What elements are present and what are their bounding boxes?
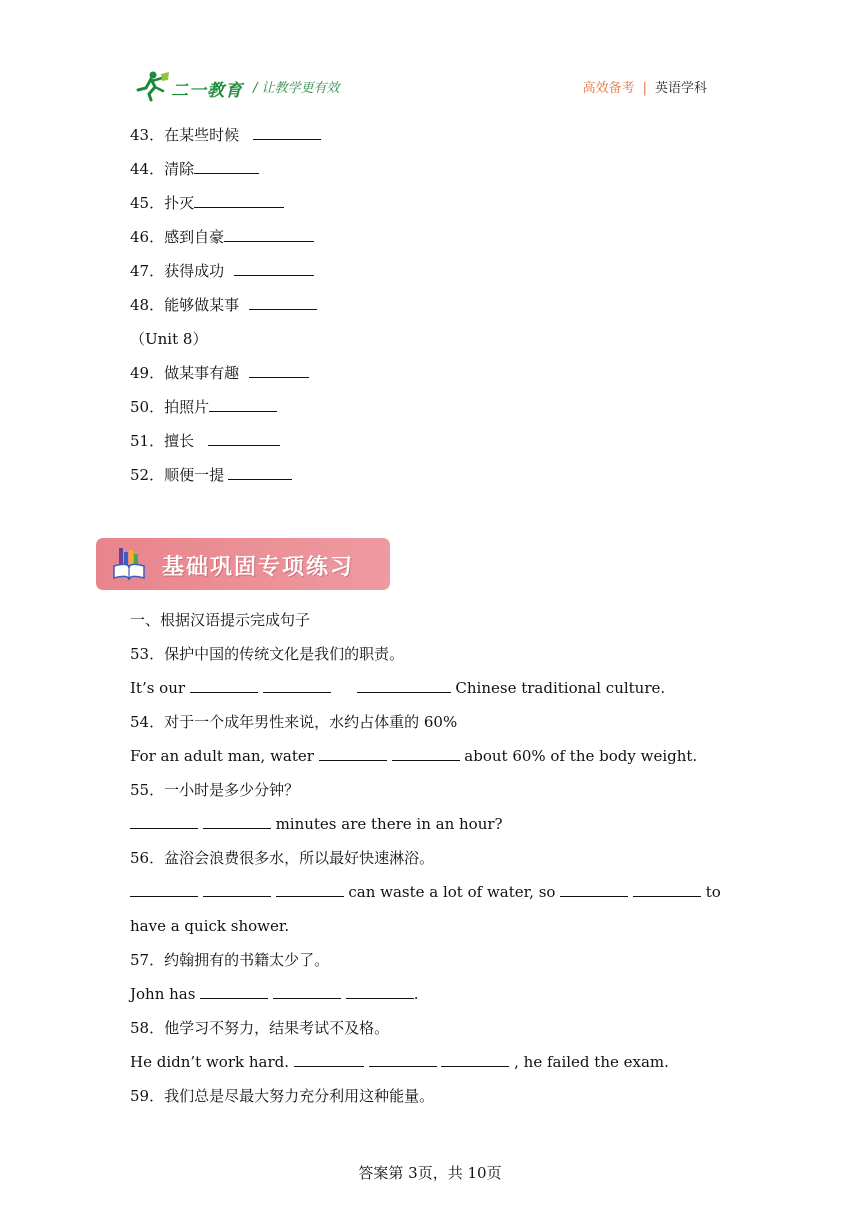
vocab-item-44 (130, 159, 259, 179)
header-slogan: / 让教学更有效 (253, 81, 340, 96)
item-text: 感到自豪 (164, 228, 225, 246)
item-number: 44． (130, 160, 165, 178)
header-label-subject: 英语学科 (654, 81, 707, 96)
answer-blank[interactable] (294, 1052, 364, 1067)
vocab-item-47 (130, 261, 314, 281)
vocab-item-43 (130, 125, 321, 145)
exercise-heading: 一、根据汉语提示完成句子 (130, 611, 311, 629)
vocab-item-48 (130, 295, 317, 315)
sentence-text: John has (130, 985, 196, 1003)
item-text: 扑灭 (164, 194, 195, 212)
vocab-item-46 (130, 227, 314, 247)
sentence-text: about 60% of the body weight. (464, 747, 698, 765)
answer-blank[interactable] (392, 746, 460, 761)
item-number: 45． (130, 194, 165, 212)
answer-blank[interactable] (130, 882, 198, 897)
question-57-sentence (130, 984, 419, 1004)
sentence-text: It’s our (130, 679, 186, 697)
item-text: 获得成功 (164, 262, 225, 280)
answer-blank[interactable] (249, 363, 309, 378)
question-58-prompt: 58．他学习不努力，结果考试不及格。 (130, 1019, 390, 1037)
sentence-text: minutes are there in an hour? (275, 815, 503, 833)
answer-blank[interactable] (194, 193, 284, 208)
answer-blank[interactable] (273, 984, 341, 999)
question-56-sentence (130, 882, 721, 902)
question-56-prompt: 56．盆浴会浪费很多水，所以最好快速淋浴。 (130, 849, 435, 867)
answer-blank[interactable] (130, 814, 198, 829)
header-separator: | (642, 81, 647, 96)
answer-blank[interactable] (249, 295, 317, 310)
question-56-sentence-cont: have a quick shower. (130, 917, 290, 935)
answer-blank[interactable] (224, 227, 314, 242)
unit-label: （Unit 8） (130, 330, 208, 348)
answer-blank[interactable] (194, 159, 259, 174)
answer-blank[interactable] (234, 261, 314, 276)
question-59-prompt: 59．我们总是尽最大努力充分利用这种能量。 (130, 1087, 435, 1105)
answer-blank[interactable] (346, 984, 414, 999)
answer-blank[interactable] (263, 678, 331, 693)
question-53-sentence (130, 678, 665, 698)
vocab-item-52 (130, 465, 292, 485)
page-header (135, 68, 715, 104)
question-58-sentence (130, 1052, 669, 1072)
sentence-text: , he failed the exam. (514, 1053, 669, 1071)
answer-blank[interactable] (369, 1052, 437, 1067)
item-number: 48． (130, 296, 165, 314)
item-number: 50． (130, 398, 165, 416)
question-57-prompt: 57．约翰拥有的书籍太少了。 (130, 951, 330, 969)
answer-blank[interactable] (190, 678, 258, 693)
item-text: 做某事有趣 (164, 364, 240, 382)
item-text: 在某些时候 (164, 126, 240, 144)
answer-blank[interactable] (560, 882, 628, 897)
item-text: 清除 (164, 160, 195, 178)
item-number: 47． (130, 262, 165, 280)
sentence-text: Chinese traditional culture. (455, 679, 666, 697)
question-55-prompt: 55．一小时是多少分钟？ (130, 781, 300, 799)
vocab-item-50 (130, 397, 277, 417)
runner-icon (135, 70, 171, 102)
answer-blank[interactable] (209, 397, 277, 412)
item-text: 顺便一提 (164, 466, 225, 484)
item-number: 49． (130, 364, 165, 382)
answer-blank[interactable] (319, 746, 387, 761)
sentence-text: For an adult man, water (130, 747, 314, 765)
answer-blank[interactable] (208, 431, 280, 446)
section-banner (96, 538, 390, 590)
answer-blank[interactable] (200, 984, 268, 999)
logo-text: 二一教育 (171, 81, 243, 101)
item-number: 46． (130, 228, 165, 246)
question-55-sentence (130, 814, 503, 834)
vocab-item-49 (130, 363, 309, 383)
sentence-text: He didn’t work hard. (130, 1053, 289, 1071)
book-icon (112, 546, 146, 582)
answer-blank[interactable] (441, 1052, 509, 1067)
header-label-exam-prep: 高效备考 (582, 81, 635, 96)
item-number: 52． (130, 466, 165, 484)
question-53-prompt: 53．保护中国的传统文化是我们的职责。 (130, 645, 405, 663)
section-title: 基础巩固专项练习 (162, 555, 355, 580)
answer-blank[interactable] (203, 814, 271, 829)
answer-blank[interactable] (203, 882, 271, 897)
answer-blank[interactable] (253, 125, 321, 140)
brand-logo (135, 70, 245, 102)
answer-blank[interactable] (357, 678, 451, 693)
sentence-text: . (413, 985, 419, 1003)
item-number: 43． (130, 126, 165, 144)
answer-blank[interactable] (276, 882, 344, 897)
answer-blank[interactable] (228, 465, 292, 480)
sentence-text: can waste a lot of water, so (348, 883, 556, 901)
answer-blank[interactable] (633, 882, 701, 897)
item-text: 能够做某事 (164, 296, 240, 314)
item-number: 51． (130, 432, 165, 450)
page-footer: 答案第 3页，共 10页 (358, 1164, 502, 1182)
question-54-prompt: 54．对于一个成年男性来说，水约占体重的 60% (130, 713, 458, 731)
item-text: 拍照片 (164, 398, 210, 416)
question-54-sentence (130, 746, 697, 766)
vocab-item-51 (130, 431, 280, 451)
header-subject (583, 77, 707, 96)
vocab-item-45 (130, 193, 284, 213)
sentence-text: to (705, 883, 721, 901)
item-text: 擅长 (164, 432, 195, 450)
